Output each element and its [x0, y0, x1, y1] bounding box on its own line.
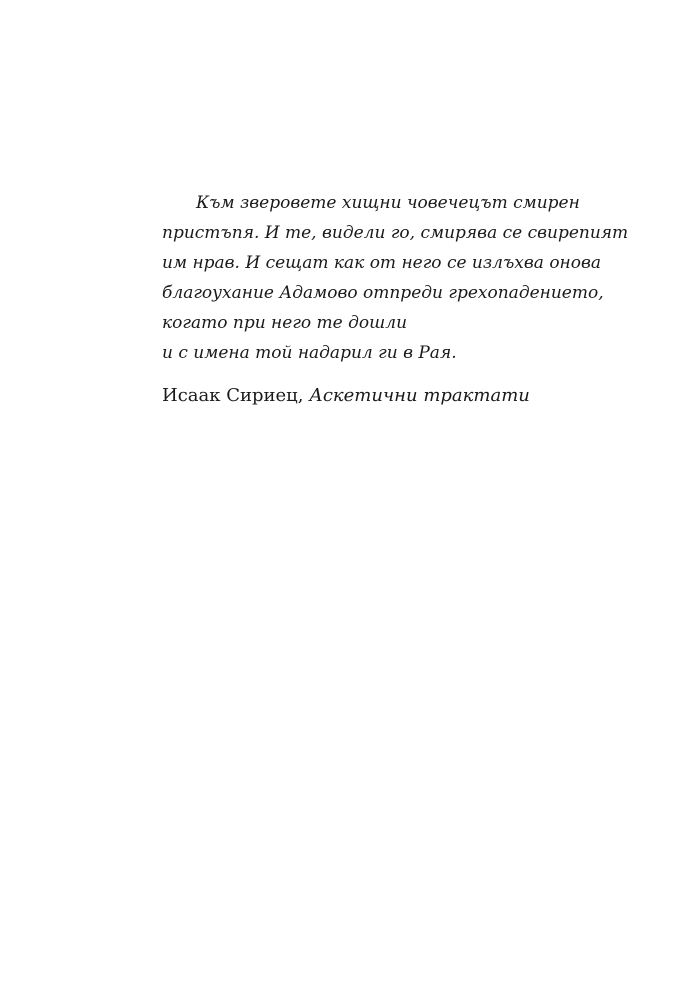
attribution-work: Аскетични трактати [309, 385, 530, 406]
epigraph-attribution [162, 382, 570, 410]
quote-line: пристъпя. И те, видели го, смирява се свирепият [162, 223, 629, 243]
quote-line: Към зверовете хищни човечецът смирен [196, 193, 580, 213]
quote-line: благоухание Адамово отпреди грехопадението, [162, 283, 604, 303]
quote-line: им нрав. И сещат как от него се излъхва онова [162, 253, 602, 273]
attribution-author: Исаак Сириец [162, 385, 298, 406]
epigraph [162, 188, 629, 410]
attribution-separator: , [297, 385, 310, 406]
quote-line: и с имена той надарил ги в Рая. [162, 343, 457, 363]
quote-line: когато при него те дошли [162, 313, 408, 333]
epigraph-quote [162, 188, 629, 368]
